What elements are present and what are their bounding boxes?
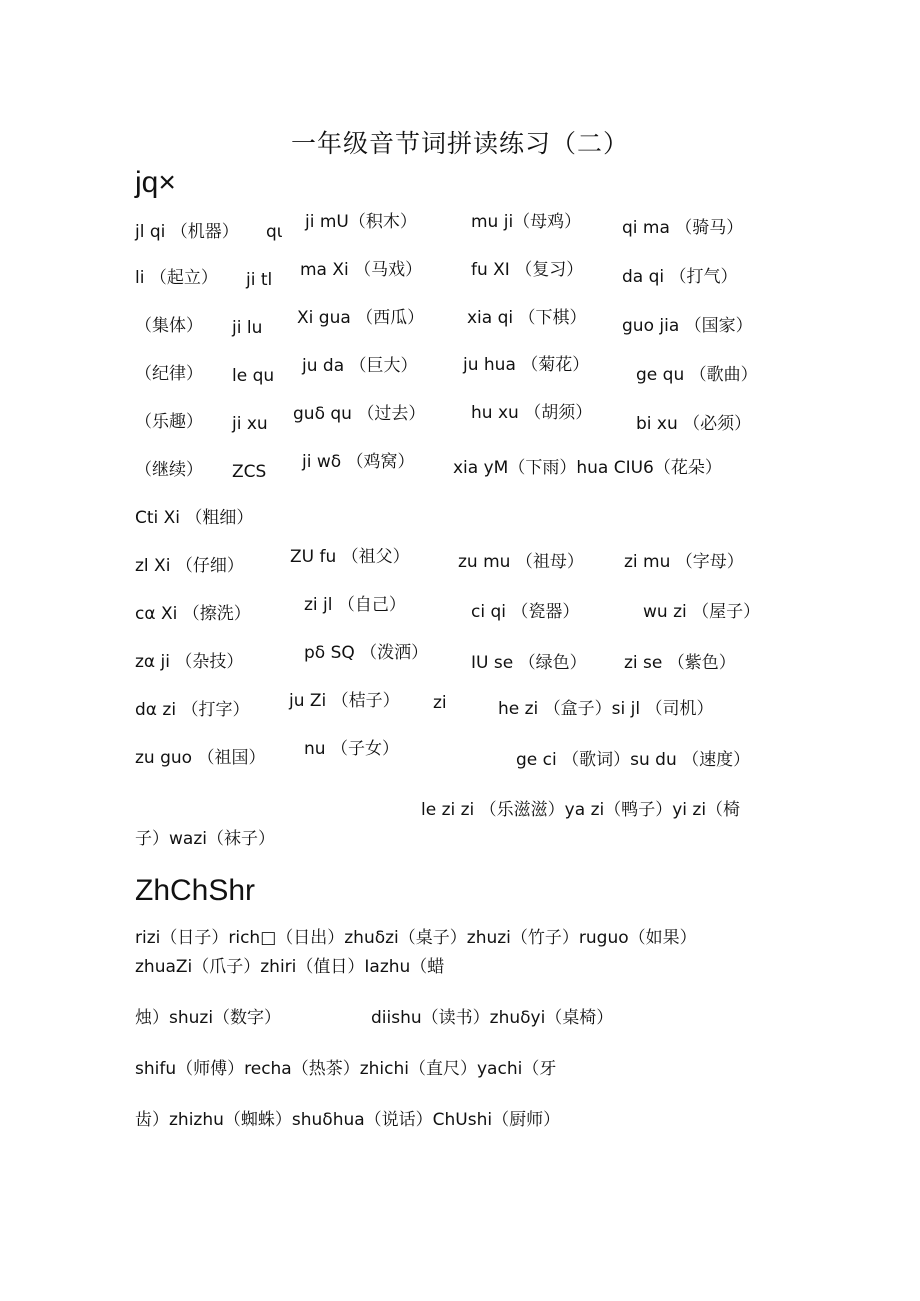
word-item: ma Xi （马戏） [300, 260, 423, 280]
word-line: diishu（读书）zhuδyi（桌椅） [371, 1008, 614, 1028]
page-title: 一年级音节词拼读练习（二） [290, 129, 629, 158]
word-line: 子）wazi（袜子） [135, 829, 275, 849]
word-item: （集体） [135, 316, 203, 336]
word-item: ju Zi （桔子） [289, 691, 400, 711]
word-item: Xi gua （西瓜） [297, 308, 425, 328]
word-item: qi ma （骑马） [622, 218, 744, 238]
word-line: shifu（师傅）recha（热茶）zhichi（直尺）yachi（牙 [135, 1059, 557, 1079]
word-item: ge ci （歌词）su du （速度） [516, 750, 751, 770]
word-item: （纪律） [135, 364, 203, 384]
word-line: zhuaZi（爪子）zhiri（值日）Iazhu（蜡 [135, 957, 445, 977]
word-item: pδ SQ （泼洒） [304, 643, 429, 663]
section-heading-jqx: jq× [135, 166, 176, 199]
word-item: fu XI （复习） [471, 260, 584, 280]
word-item: ji xu [232, 414, 268, 434]
word-line: 烛）shuzi（数字） [135, 1008, 282, 1028]
word-item: ji tl [246, 270, 273, 290]
word-item: dα zi （打字） [135, 700, 250, 720]
word-item: mu ji（母鸡） [471, 212, 582, 232]
word-item: jl qi （机器） [135, 222, 239, 242]
word-item: zi mu （字母） [624, 552, 744, 572]
word-item: bi xu （必须） [636, 414, 752, 434]
word-item: （继续） [135, 460, 203, 480]
word-item: zi se （紫色） [624, 653, 736, 673]
word-item: ji wδ （鸡窝） [302, 452, 415, 472]
word-item: zα ji （杂技） [135, 652, 244, 672]
word-item: ZCS [232, 462, 267, 482]
word-item: zi [433, 693, 447, 713]
word-item: Cti Xi （粗细） [135, 508, 254, 528]
word-item: zu guo （祖国） [135, 748, 266, 768]
word-item: IU se （绿色） [471, 653, 587, 673]
word-line: le zi zi （乐滋滋）ya zi（鸭子）yi zi（椅 [421, 800, 741, 820]
word-item: nu （子女） [304, 739, 399, 759]
word-item: guo jia （国家） [622, 316, 753, 336]
word-item: ci qi （瓷器） [471, 602, 580, 622]
word-item: （乐趣） [135, 412, 203, 432]
word-item: le qu [232, 366, 275, 386]
word-item: ju da （巨大） [302, 356, 418, 376]
word-item: ZU fu （祖父） [290, 547, 410, 567]
word-item: li （起立） [135, 268, 218, 288]
word-item: xia yM（下雨）hua CIU6（花朵） [453, 458, 722, 478]
word-item: he zi （盒子）si jl （司机） [498, 699, 714, 719]
word-item: zi jl （自己） [304, 595, 406, 615]
word-item: ju hua （菊花） [463, 355, 590, 375]
word-item: cα Xi （擦洗） [135, 604, 251, 624]
word-item: da qi （打气） [622, 267, 738, 287]
word-item: ji lu [232, 318, 263, 338]
word-item: hu xu （胡须） [471, 403, 593, 423]
word-item: ge qu （歌曲） [636, 365, 758, 385]
section-heading-zhchshr: ZhChShr [135, 874, 256, 907]
word-item: wu zi （屋子） [643, 602, 761, 622]
word-item: xia qi （下棋） [467, 308, 587, 328]
word-item: guδ qu （过去） [293, 404, 426, 424]
word-item: qι [266, 222, 283, 242]
word-line: 齿）zhizhu（蜘蛛）shuδhua（说话）ChUshi（厨师） [135, 1110, 561, 1130]
word-item: ji mU（积木） [305, 212, 417, 232]
word-item: zu mu （祖母） [458, 552, 584, 572]
word-line: rizi（日子）rich□（日出）zhuδzi（桌子）zhuzi（竹子）ruguo（如果） [135, 928, 697, 948]
word-item: zl Xi （仔细） [135, 556, 244, 576]
